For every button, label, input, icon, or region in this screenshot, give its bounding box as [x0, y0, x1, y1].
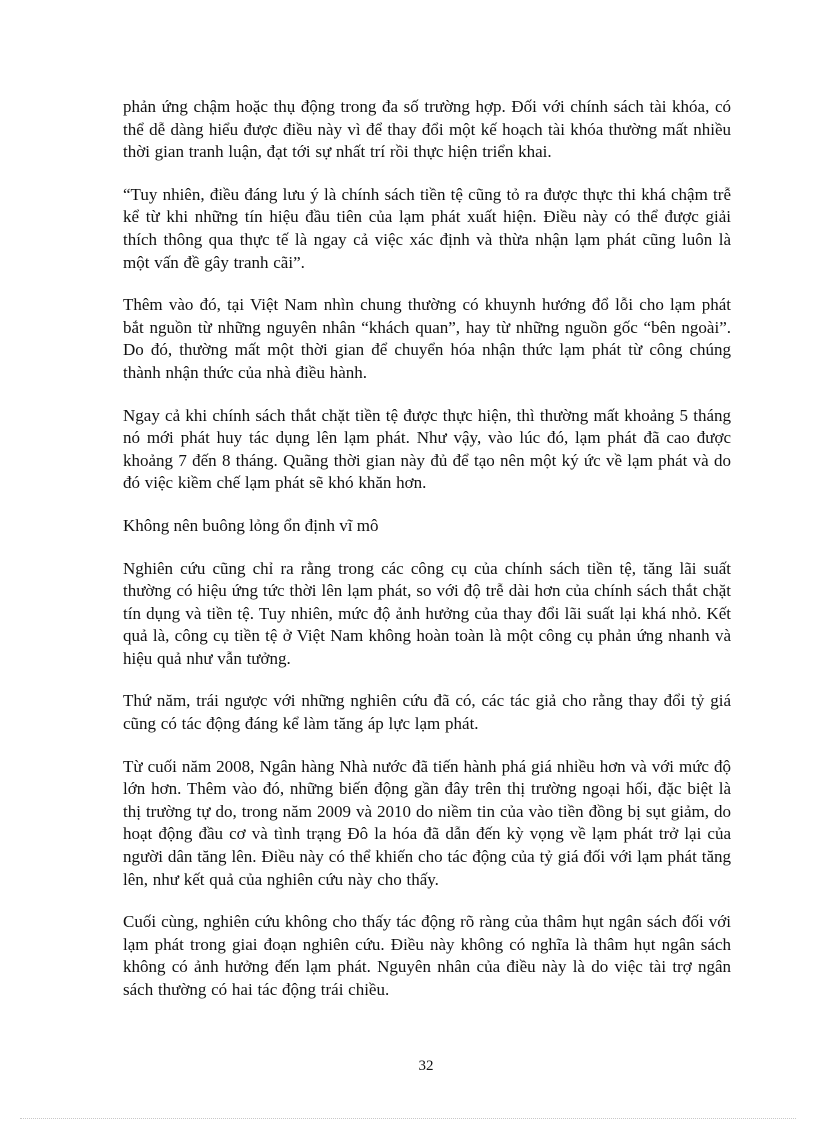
- paragraph: Thứ năm, trái ngược với những nghiên cứu đã có, các tác giả cho rằng thay đổi tỷ giá cũng có tác động đáng kể làm tăng áp lực lạm phát.: [123, 691, 731, 734]
- paragraph: Thêm vào đó, tại Việt Nam nhìn chung thường có khuynh hướng đổ lỗi cho lạm phát bắt nguồn từ những nguyên nhân “khách quan”, hay từ những nguồn gốc “bên ngoài”. Do đó, thường mất một thời gian để chuyển hóa nhận thức lạm phát từ công chúng thành nhận thức của nhà điều hành.: [123, 295, 731, 382]
- page-bottom-divider: [20, 1118, 796, 1119]
- paragraph: Nghiên cứu cũng chỉ ra rằng trong các công cụ của chính sách tiền tệ, tăng lãi suất thường có hiệu ứng tức thời lên lạm phát, so với độ trễ dài hơn của chính sách thắt chặt tín dụng và tiền tệ. Tuy nhiên, mức độ ảnh hưởng của thay đổi lãi suất lại khá nhỏ. Kết quả là, công cụ tiền tệ ở Việt Nam không hoàn toàn là một công cụ phản ứng nhanh và hiệu quả như vẫn tưởng.: [123, 558, 731, 668]
- paragraph: “Tuy nhiên, điều đáng lưu ý là chính sách tiền tệ cũng tỏ ra được thực thi khá chậm trễ kể từ khi những tín hiệu đầu tiên của lạm phát xuất hiện. Điều này có thể được giải thích thông qua thực tế là ngay cả việc xác định và thừa nhận lạm phát cũng luôn là một vấn đề gây tranh cãi”.: [123, 184, 731, 272]
- paragraph: Cuối cùng, nghiên cứu không cho thấy tác động rõ ràng của thâm hụt ngân sách đối với lạm phát trong giai đoạn nghiên cứu. Điều này không có nghĩa là thâm hụt ngân sách không có ảnh hưởng đến lạm phát. Nguyên nhân của điều này là do việc tài trợ ngân sách thường có hai tác động trái chiều.: [123, 912, 731, 999]
- paragraph: Ngay cả khi chính sách thắt chặt tiền tệ được thực hiện, thì thường mất khoảng 5 tháng nó mới phát huy tác dụng lên lạm phát. Như vậy, vào lúc đó, lạm phát đã cao được khoảng 7 đến 8 tháng. Quãng thời gian này đủ để tạo nên một ký ức về lạm phát và do đó việc kiềm chế lạm phát sẽ khó khăn hơn.: [123, 405, 731, 493]
- page-content: [123, 96, 731, 1022]
- paragraph: Từ cuối năm 2008, Ngân hàng Nhà nước đã tiến hành phá giá nhiều hơn và với mức độ lớn hơn. Thêm vào đó, những biến động gần đây trên thị trường ngoại hối, đặc biệt là thị trường tự do, trong năm 2009 và 2010 do niềm tin của vào tiền đồng bị sụt giảm, do hoạt động đầu cơ và tình trạng Đô la hóa đã dẫn đến kỳ vọng về lạm phát trở lại của người dân tăng lên. Điều này có thể khiến cho tác động của tỷ giá đối với lạm phát tăng lên, như kết quả của nghiên cứu này cho thấy.: [123, 756, 731, 889]
- section-heading: Không nên buông lỏng ổn định vĩ mô: [123, 515, 379, 535]
- page-number: 32: [418, 1058, 434, 1074]
- paragraph: phản ứng chậm hoặc thụ động trong đa số trường hợp. Đối với chính sách tài khóa, có thể dễ dàng hiểu được điều này vì để thay đổi một kế hoạch tài khóa thường mất nhiều thời gian tranh luận, đạt tới sự nhất trí rồi thực hiện triển khai.: [123, 97, 731, 162]
